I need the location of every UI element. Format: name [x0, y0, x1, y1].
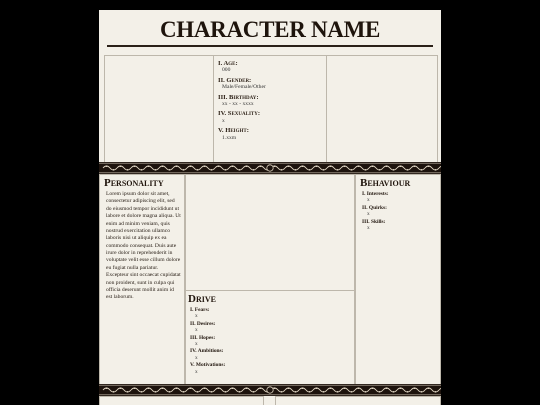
ornament-dot — [414, 165, 416, 167]
ornament-dot — [155, 169, 157, 171]
ornament-scroll — [145, 166, 159, 170]
ornament-dot — [113, 391, 115, 393]
title-divider — [107, 45, 433, 47]
ornament-dot — [281, 169, 283, 171]
drive-hopes-label: III. Hopes: — [190, 334, 216, 341]
ornament-scroll — [131, 388, 145, 392]
ornament-scroll — [439, 388, 441, 392]
ornament-scroll — [159, 166, 173, 170]
behaviour-item — [362, 191, 440, 205]
personality-heading: Personality — [104, 177, 164, 189]
drive-ambitions-label: IV. Ambitions: — [190, 348, 224, 355]
behaviour-quirks-value: x — [367, 211, 370, 218]
ornament-dot — [232, 165, 234, 167]
ornament-scroll — [425, 388, 439, 392]
ornament-dot — [239, 169, 241, 171]
ornament-dot — [169, 391, 171, 393]
drive-desires-label: II. Desires: — [190, 320, 216, 327]
drive-hopes-value: x — [195, 341, 198, 348]
ornament-dot — [260, 165, 262, 167]
ornament-scroll — [411, 388, 425, 392]
ornament-scroll — [145, 388, 159, 392]
ornament-scroll — [243, 166, 257, 170]
ornament-scroll — [383, 388, 397, 392]
basic-height — [218, 127, 326, 141]
ornament-scroll — [117, 166, 131, 170]
ornament-scroll — [383, 166, 397, 170]
basics-box — [213, 55, 327, 164]
basic-height-value: 1.xxm — [222, 134, 237, 141]
ornament-scroll — [131, 166, 145, 170]
ornament-dot — [148, 387, 150, 389]
ornament-scroll — [201, 166, 215, 170]
behaviour-item — [362, 219, 440, 233]
ornament-scroll — [327, 388, 341, 392]
ornament-scroll — [369, 166, 383, 170]
ornament-dot — [176, 387, 178, 389]
behaviour-interests-value: x — [367, 197, 370, 204]
ornament-dot — [344, 387, 346, 389]
drive-item — [190, 362, 354, 376]
ornament-scroll — [341, 166, 355, 170]
ornament-dot — [162, 165, 164, 167]
ornament-dot — [400, 387, 402, 389]
basic-sexuality — [218, 110, 326, 124]
ornament-dot — [309, 391, 311, 393]
ornament-scroll — [299, 388, 313, 392]
ornament-scroll — [229, 166, 243, 170]
ornament-dot — [183, 391, 185, 393]
ornament-dot — [393, 391, 395, 393]
ornament-dot — [344, 165, 346, 167]
drive-item — [190, 321, 354, 335]
ornament-dot — [316, 165, 318, 167]
ornament-dot — [211, 391, 213, 393]
ornament-dot — [225, 169, 227, 171]
basic-age-label: I. Age: — [218, 60, 238, 67]
ornament-scroll — [397, 166, 411, 170]
ornament-dot — [372, 387, 374, 389]
behaviour-interests-label: I. Interests: — [362, 191, 389, 197]
image-box-center — [185, 174, 355, 291]
ornament-scroll — [117, 388, 131, 392]
drive-fears-value: x — [195, 313, 198, 320]
basic-gender — [218, 77, 326, 91]
ornament-dot — [302, 387, 304, 389]
ornament-scroll — [285, 388, 299, 392]
behaviour-item — [362, 205, 440, 219]
basic-sexuality-label: IV. Sexuality: — [218, 110, 261, 118]
ornament-center — [267, 387, 273, 393]
ornament-dot — [246, 387, 248, 389]
ornament-center — [267, 165, 273, 171]
ornament-dot — [379, 169, 381, 171]
portrait-box-right — [326, 55, 438, 164]
ornament-dot — [295, 391, 297, 393]
ornament-dot — [148, 165, 150, 167]
ornament-scroll — [285, 166, 299, 170]
ornament-dot — [428, 387, 430, 389]
drive-ambitions-value: x — [195, 354, 198, 361]
ornament-scroll — [313, 166, 327, 170]
ornament-dot — [232, 387, 234, 389]
ornament-dot — [190, 165, 192, 167]
ornament-dot — [288, 165, 290, 167]
ornament-scroll — [215, 388, 229, 392]
ornament-dot — [358, 387, 360, 389]
ornament-dot — [351, 391, 353, 393]
ornament-dot — [211, 169, 213, 171]
ornament-dot — [197, 391, 199, 393]
ornament-dot — [106, 387, 108, 389]
ornament-dot — [365, 391, 367, 393]
ornament-dot — [379, 391, 381, 393]
drive-item — [190, 348, 354, 362]
ornament-dot — [155, 391, 157, 393]
ornament-scroll — [173, 166, 187, 170]
ornament-dot — [407, 391, 409, 393]
ornament-dot — [393, 169, 395, 171]
ornament-dot — [351, 169, 353, 171]
ornament-dot — [309, 169, 311, 171]
ornament-dot — [435, 391, 437, 393]
ornament-dot — [113, 169, 115, 171]
ornament-dot — [358, 165, 360, 167]
drive-box — [185, 290, 355, 385]
ornament-dot — [435, 169, 437, 171]
drive-heading: Drive — [188, 293, 216, 305]
behaviour-box — [355, 174, 441, 385]
ornament-dot — [253, 169, 255, 171]
basic-age-value: 000 — [222, 67, 231, 74]
ornament-scroll — [313, 388, 327, 392]
page-title: CHARACTER NAME — [159, 17, 381, 42]
ornament-dot — [204, 387, 206, 389]
behaviour-skills-value: x — [367, 225, 370, 232]
ornament-border — [99, 384, 441, 396]
ornament-dot — [372, 165, 374, 167]
ornament-dot — [134, 387, 136, 389]
ornament-dot — [288, 387, 290, 389]
ornament-scroll — [173, 388, 187, 392]
ornament-scroll — [439, 166, 441, 170]
drive-item — [190, 307, 354, 321]
basic-sexuality-value: x — [222, 117, 225, 124]
ornament-scroll — [341, 388, 355, 392]
drive-item — [190, 335, 354, 349]
basic-birthday — [218, 94, 326, 108]
ornament-scroll — [299, 166, 313, 170]
ornament-scroll — [397, 388, 411, 392]
ornament-scroll — [243, 388, 257, 392]
ornament-dot — [414, 387, 416, 389]
character-sheet — [99, 10, 441, 405]
drive-fears-label: I. Fears: — [190, 307, 210, 313]
ornament-dot — [295, 169, 297, 171]
behaviour-list — [360, 191, 440, 232]
bottom-box-left — [99, 396, 264, 405]
ornament-dot — [337, 391, 339, 393]
behaviour-quirks-label: II. Quirks: — [362, 204, 387, 211]
ornament-dot — [253, 391, 255, 393]
ornament-scroll — [187, 166, 201, 170]
portrait-box-left — [104, 55, 214, 164]
ornament-scroll — [355, 166, 369, 170]
ornament-dot — [421, 391, 423, 393]
basic-gender-label: II. Gender: — [218, 76, 252, 84]
ornament-dot — [176, 165, 178, 167]
basic-gender-value: Male/Female/Other — [222, 84, 266, 91]
ornament-dot — [134, 165, 136, 167]
ornament-dot — [323, 391, 325, 393]
ornament-dot — [183, 169, 185, 171]
ornament-dot — [190, 387, 192, 389]
ornament-scroll — [215, 166, 229, 170]
drive-motivations-value: x — [195, 368, 198, 375]
ornament-scroll — [201, 388, 215, 392]
ornament-dot — [225, 391, 227, 393]
ornament-dot — [218, 165, 220, 167]
ornament-dot — [162, 387, 164, 389]
ornament-dot — [120, 165, 122, 167]
bottom-box-right — [275, 396, 441, 405]
ornament-dot — [365, 169, 367, 171]
ornament-dot — [274, 165, 276, 167]
ornament-dot — [204, 165, 206, 167]
ornament-dot — [141, 169, 143, 171]
drive-desires-value: x — [195, 327, 198, 334]
ornament-dot — [316, 387, 318, 389]
ornament-dot — [386, 387, 388, 389]
ornament-dot — [120, 387, 122, 389]
ornament-scroll — [103, 388, 117, 392]
ornament-scroll — [187, 388, 201, 392]
ornament-dot — [127, 391, 129, 393]
personality-text: Lorem ipsum dolor sit amet, consectetur adipiscing elit, sed do eiusmod tempor incididunt ut labore et dolore magna aliqua. Ut enim ad minim veniam, quis nostrud exercitation ullamco laboris nisi ut aliquip ex ea commodo consequat. Duis aute irure dolor in reprehenderit in voluptate velit esse cillum dolore eu fugiat nulla pariatur. Excepteur sint occaecat cupidatat non proident, sunt in culpa qui officia deserunt mollit anim id est laborum. — [106, 191, 181, 301]
ornament-dot — [246, 165, 248, 167]
ornament-dot — [274, 387, 276, 389]
ornament-dot — [337, 169, 339, 171]
ornament-scroll — [229, 388, 243, 392]
ornament-dot — [127, 169, 129, 171]
ornament-dot — [197, 169, 199, 171]
ornament-scroll — [355, 388, 369, 392]
ornament-scroll — [369, 388, 383, 392]
ornament-dot — [260, 387, 262, 389]
drive-motivations-label: V. Motivations: — [190, 362, 226, 369]
ornament-dot — [141, 391, 143, 393]
ornament-dot — [302, 165, 304, 167]
basic-age — [218, 60, 326, 74]
ornament-dot — [218, 387, 220, 389]
ornament-dot — [330, 387, 332, 389]
ornament-scroll — [159, 388, 173, 392]
ornament-dot — [428, 165, 430, 167]
ornament-dot — [323, 169, 325, 171]
basic-birthday-label: III. Birthday: — [218, 93, 259, 101]
basic-height-label: V. Height: — [218, 127, 249, 135]
ornament-dot — [407, 169, 409, 171]
behaviour-skills-label: III. Skills: — [362, 218, 386, 225]
ornament-dot — [281, 391, 283, 393]
ornament-dot — [421, 169, 423, 171]
ornament-dot — [106, 165, 108, 167]
ornament-scroll — [425, 166, 439, 170]
ornament-dot — [169, 169, 171, 171]
ornament-dot — [239, 391, 241, 393]
ornament-border — [99, 162, 441, 174]
basic-birthday-value: xx - xx - xxxx — [222, 100, 254, 107]
ornament-scroll — [411, 166, 425, 170]
personality-box — [99, 174, 185, 385]
ornament-dot — [386, 165, 388, 167]
ornament-dot — [330, 165, 332, 167]
drive-list — [188, 307, 354, 376]
ornament-scroll — [103, 166, 117, 170]
behaviour-heading: Behaviour — [360, 177, 411, 189]
ornament-dot — [400, 165, 402, 167]
ornament-scroll — [327, 166, 341, 170]
